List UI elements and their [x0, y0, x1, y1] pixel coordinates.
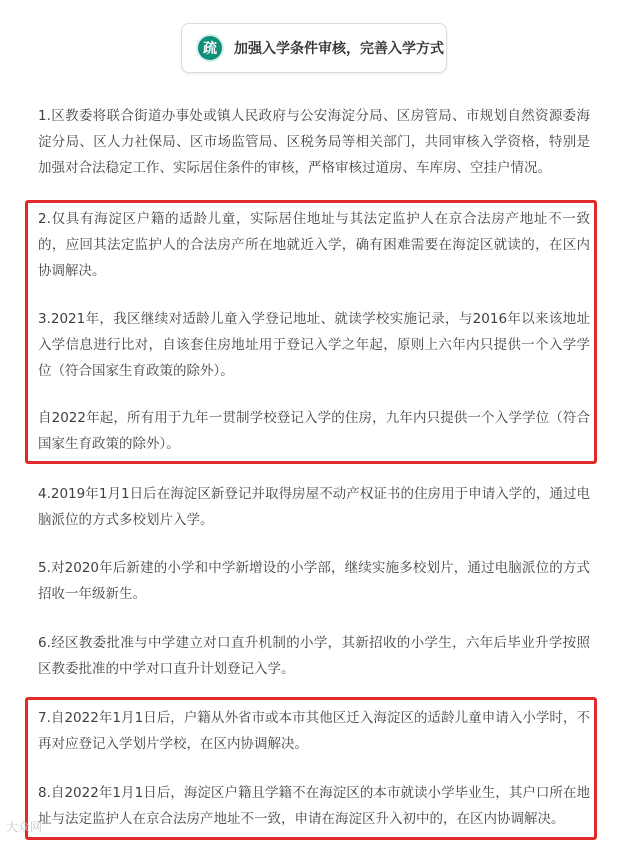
- paragraph-1: 1.区教委将联合街道办事处或镇人民政府与公安海淀分局、区房管局、市规划自然资源委海淀分局、区人力社保局、区市场监管局、区税务局等相关部门，共同审核入学资格，特别是加强对合法稳定工作、实际居住条件的审核，严格审核过道房、车库房、空挂户情况。: [38, 108, 590, 176]
- section-title: 加强入学条件审核，完善入学方式: [234, 41, 444, 57]
- watermark: 大众网: [6, 820, 43, 834]
- paragraph-8: 8.自2022年1月1日后，海淀区户籍且学籍不在海淀区的本市就读小学毕业生，其户口所在地址与法定监护人在京合法房产地址不一致，申请在海淀区升入初中的，在区内协调解决。: [38, 785, 590, 827]
- paragraph-6: 6.经区教委批准与中学建立对口直升机制的小学，其新招收的小学生，六年后毕业升学按照区教委批准的中学对口直升计划登记入学。: [38, 635, 590, 677]
- paragraph-5: 5.对2020年后新建的小学和中学新增设的小学部，继续实施多校划片，通过电脑派位的方式招收一年级新生。: [38, 560, 590, 602]
- paragraph-2: 2.仅具有海淀区户籍的适龄儿童，实际居住地址与其法定监护人在京合法房产地址不一致的，应回其法定监护人的合法房产所在地就近入学，确有困难需要在海淀区就读的，在区内协调解决。: [38, 211, 590, 279]
- paragraph-3-supplement: 自2022年起，所有用于九年一贯制学校登记入学的住房，九年内只提供一个入学学位（符合国家生育政策的除外）。: [38, 410, 590, 452]
- paragraph-4: 4.2019年1月1日后在海淀区新登记并取得房屋不动产权证书的住房用于申请入学的，通过电脑派位的方式多校划片入学。: [38, 486, 590, 528]
- paragraph-7: 7.自2022年1月1日后，户籍从外省市或本市其他区迁入海淀区的适龄儿童申请入小学时，不再对应登记入学划片学校，在区内协调解决。: [38, 710, 590, 752]
- paragraph-3: 3.2021年，我区继续对适龄儿童入学登记地址、就读学校实施记录，与2016年以来该地址入学信息进行比对，自该套住房地址用于登记入学之年起，原则上六年内只提供一个入学学位（符合国家生育政策的除外）。: [38, 311, 590, 379]
- section-header: [181, 23, 447, 73]
- section-badge-icon: 疏: [196, 34, 224, 62]
